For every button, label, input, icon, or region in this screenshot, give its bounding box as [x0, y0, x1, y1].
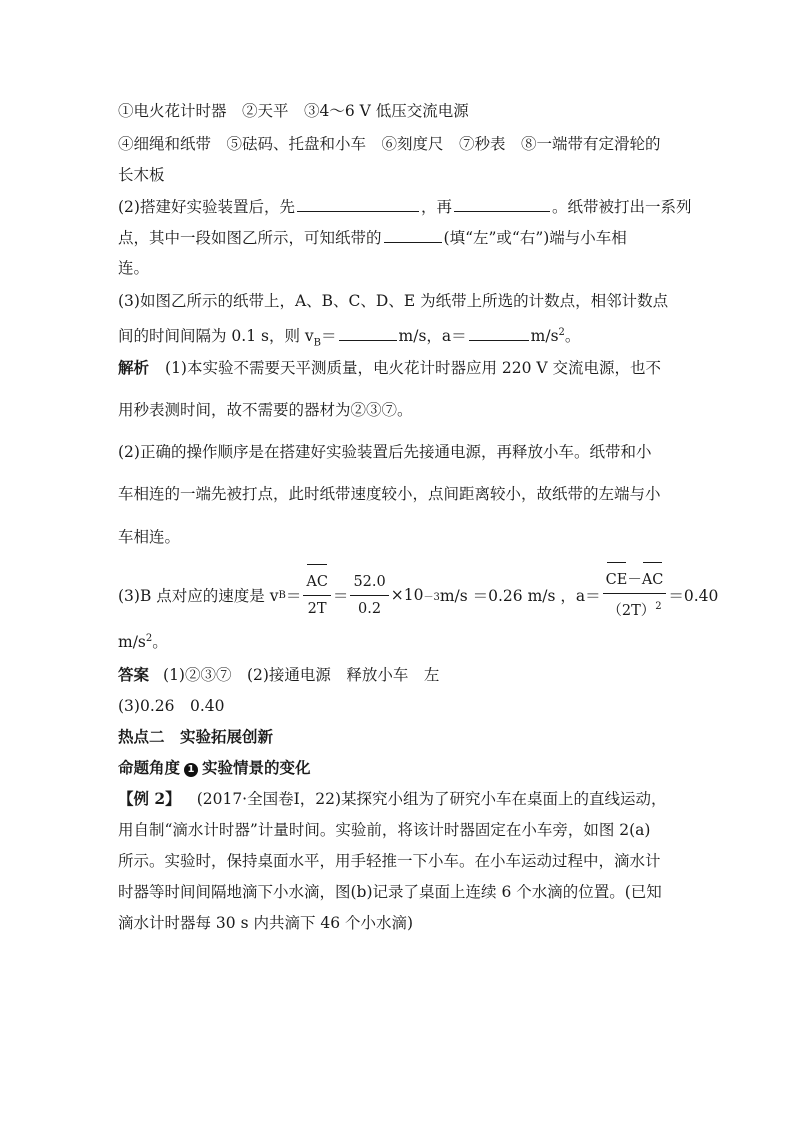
superscript: 2: [655, 600, 662, 612]
text: ＝0.40: [668, 587, 719, 605]
number-badge-icon: 1: [184, 763, 198, 777]
analysis-line-3: [118, 441, 651, 463]
text: 滴水计时器每 30 s 内共滴下 46 个小水滴): [118, 914, 414, 932]
text: 。: [564, 327, 581, 346]
numerator-part: AC: [642, 567, 664, 593]
example-2-line-3: [118, 850, 661, 872]
subscript: B: [313, 337, 322, 349]
example-2-line-2: [118, 819, 650, 841]
text: (2017·全国卷Ⅰ，22)某探究小组为了研究小车在桌面上的直线运动，: [196, 790, 667, 808]
denominator: （2T）: [607, 602, 656, 619]
text: 长木板: [118, 166, 165, 184]
text: 连。: [118, 259, 150, 277]
subsection-heading: [118, 757, 311, 779]
text: ④细绳和纸带 ⑤砝码、托盘和小车 ⑥刻度尺 ⑦秒表 ⑧一端带有定滑轮的: [118, 135, 661, 153]
text: 车相连的一端先被打点，此时纸带速度较小，点间距离较小，故纸带的左端与小: [118, 485, 661, 503]
question-2-line-1: [118, 196, 692, 218]
question-2-line-3: [118, 257, 149, 279]
question-3-line-1: [118, 290, 668, 312]
text: ＝: [321, 327, 337, 346]
subscript: B: [278, 589, 286, 601]
text: m/s: [118, 633, 146, 652]
numerator: 52.0: [353, 573, 386, 590]
answer-blank: [454, 196, 550, 212]
answer-blank: [384, 227, 442, 243]
answer-blank: [469, 325, 529, 341]
superscript: 2: [145, 633, 153, 644]
velocity-acceleration-formula: [118, 560, 718, 630]
text: (3)B 点对应的速度是 v: [118, 587, 279, 605]
section-heading: [118, 726, 273, 748]
text: (2)搭建好实验装置后，先: [118, 198, 295, 216]
numerator: AC: [306, 569, 328, 595]
text: ＝: [332, 587, 349, 605]
example-2-line-5: [118, 912, 413, 934]
fraction-ac-over-2t: [303, 569, 331, 622]
formula-unit-line: [118, 628, 168, 653]
text: ①电火花计时器 ②天平 ③4～6 V 低压交流电源: [118, 102, 469, 120]
heading-text: 热点二 实验拓展创新: [118, 727, 274, 746]
text: 用秒表测时间，故不需要的器材为②③⑦。: [118, 401, 413, 419]
answer-blank: [339, 325, 397, 341]
question-2-line-2: [118, 227, 627, 249]
text: 点，其中一段如图乙所示，可知纸带的: [118, 229, 382, 247]
text: 实验情景的变化: [202, 758, 311, 777]
example-label: 【例 2】: [118, 789, 181, 808]
text: ，再: [420, 198, 452, 216]
text: 车相连。: [118, 528, 181, 546]
example-2-line-1: [118, 788, 667, 810]
text: 用自制“滴水计时器”计量时间。实验前，将该计时器固定在小车旁，如图 2(a): [118, 821, 651, 839]
fraction-numeric: [350, 569, 388, 622]
equipment-list-line-2: [118, 133, 661, 155]
text: 。: [152, 633, 168, 652]
text: (3)0.26 0.40: [118, 697, 225, 715]
analysis-line-2: [118, 399, 413, 421]
equipment-list-line-3: [118, 164, 165, 186]
denominator: 2T: [303, 595, 331, 622]
text: 间的时间间隔为 0.1 s，则 v: [118, 327, 314, 346]
analysis-line-5: [118, 526, 180, 548]
text: m/s ＝0.26 m/s ，a＝: [439, 587, 601, 605]
numerator-part: －: [627, 571, 642, 588]
analysis-label: 解析: [118, 358, 150, 377]
text: m/s: [530, 327, 559, 346]
example-2-line-4: [118, 881, 662, 903]
answer-label: 答案: [118, 665, 150, 684]
text: (1)②③⑦ (2)接通电源 释放小车 左: [163, 666, 440, 684]
text: (2)正确的操作顺序是在搭建好实验装置后先接通电源，再释放小车。纸带和小: [118, 443, 652, 461]
text: ＝: [285, 587, 302, 605]
text: 时器等时间间隔地滴下小水滴，图(b)记录了桌面上连续 6 个水滴的位置。(已知: [118, 883, 662, 901]
question-3-line-2: [118, 322, 580, 354]
equipment-list-line-1: [118, 100, 469, 122]
text: (填“左”或“右”)端与小车相: [443, 229, 627, 247]
superscript: 2: [558, 327, 565, 338]
answer-blank: [297, 196, 419, 212]
numerator-part: CE: [606, 567, 628, 593]
text: 命题角度: [118, 758, 181, 777]
fraction-acceleration: [603, 567, 667, 624]
text: (3)如图乙所示的纸带上，A、B、C、D、E 为纸带上所选的计数点，相邻计数点: [118, 292, 669, 310]
text: 。纸带被打出一系列: [551, 198, 692, 216]
answer-line-1: [118, 664, 439, 686]
text: ×10: [390, 586, 424, 604]
denominator: 0.2: [350, 595, 388, 622]
answer-line-2: [118, 695, 224, 717]
superscript: －3: [423, 591, 440, 603]
analysis-line-4: [118, 483, 661, 505]
text: (1)本实验不需要天平测质量，电火花计时器应用 220 V 交流电源，也不: [165, 359, 662, 377]
text: m/s，a＝: [398, 327, 467, 346]
analysis-line-1: [118, 357, 661, 379]
text: 所示。实验时，保持桌面水平，用手轻推一下小车。在小车运动过程中，滴水计: [118, 852, 661, 870]
